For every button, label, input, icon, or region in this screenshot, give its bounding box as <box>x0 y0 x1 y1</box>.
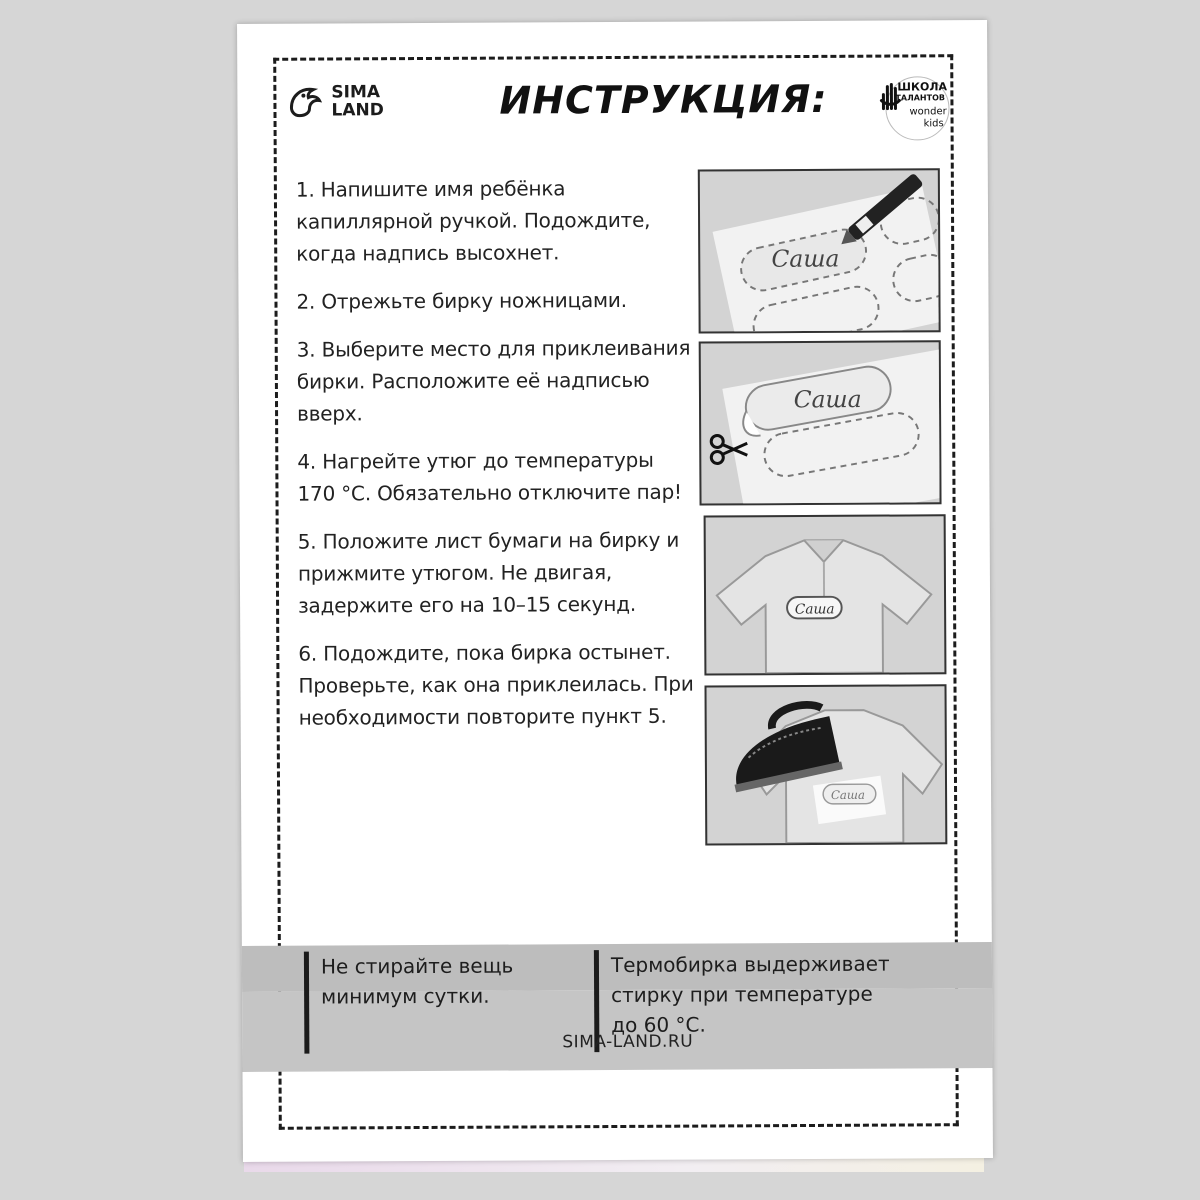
school-logo-line2: ТАЛАНТОВ <box>895 93 945 103</box>
step-2: 2. Отрежьте бирку ножницами. <box>296 287 627 314</box>
brand-line2: LAND <box>331 100 384 121</box>
school-talents-logo <box>879 76 949 146</box>
label-name-text-4: Саша <box>830 787 865 802</box>
label-name-text-3: Саша <box>794 601 835 618</box>
step-4: 4. Нагрейте утюг до температуры 170 °С. Обязательно отключите пар! <box>297 447 682 506</box>
steps-list <box>296 172 699 750</box>
label-name-text-2: Саша <box>793 385 862 414</box>
scissors-icon <box>709 431 749 467</box>
school-logo-line4: kids <box>923 118 944 130</box>
label-name-text-1: Саша <box>771 244 840 273</box>
note-left-text: Не стирайте вещь минимум сутки. <box>320 953 514 1009</box>
step-1: 1. Напишите имя ребёнка капиллярной ручкой. Подождите, когда надпись высохнет. <box>295 176 651 266</box>
step-6: 6. Подождите, пока бирка остынет. Проверьте, как она приклеилась. При необходимости повторите пункт 5. <box>298 639 694 730</box>
sima-land-dolphin-icon <box>285 82 325 122</box>
notes-band <box>242 942 993 1072</box>
step-3: 3. Выберите место для приклеивания бирки. Расположите её надписью вверх. <box>296 335 691 426</box>
instruction-sheet <box>237 20 993 1162</box>
school-logo-line1: ШКОЛА <box>897 80 947 94</box>
brand-line1: SIMA <box>331 82 381 103</box>
sima-land-wordmark <box>331 83 384 119</box>
note-right-text: Термобирка выдерживает стирку при температуре до 60 °С. <box>610 951 890 1038</box>
illustration-cutting <box>699 340 942 505</box>
illustration-ironing <box>704 684 947 845</box>
footer-url: SIMA-LAND.RU <box>562 1031 694 1053</box>
note-left <box>304 951 514 1054</box>
school-logo-line3: wonder <box>909 106 947 118</box>
sima-land-logo <box>285 81 384 122</box>
page-title: ИНСТРУКЦИЯ: <box>499 76 828 123</box>
step-5: 5. Положите лист бумаги на бирку и прижмите утюгом. Не двигая, задержите его на 10–15 секунд. <box>297 527 680 618</box>
illustration-writing <box>698 168 941 333</box>
note-left-bar <box>304 952 310 1054</box>
illustration-shirt <box>704 514 947 675</box>
